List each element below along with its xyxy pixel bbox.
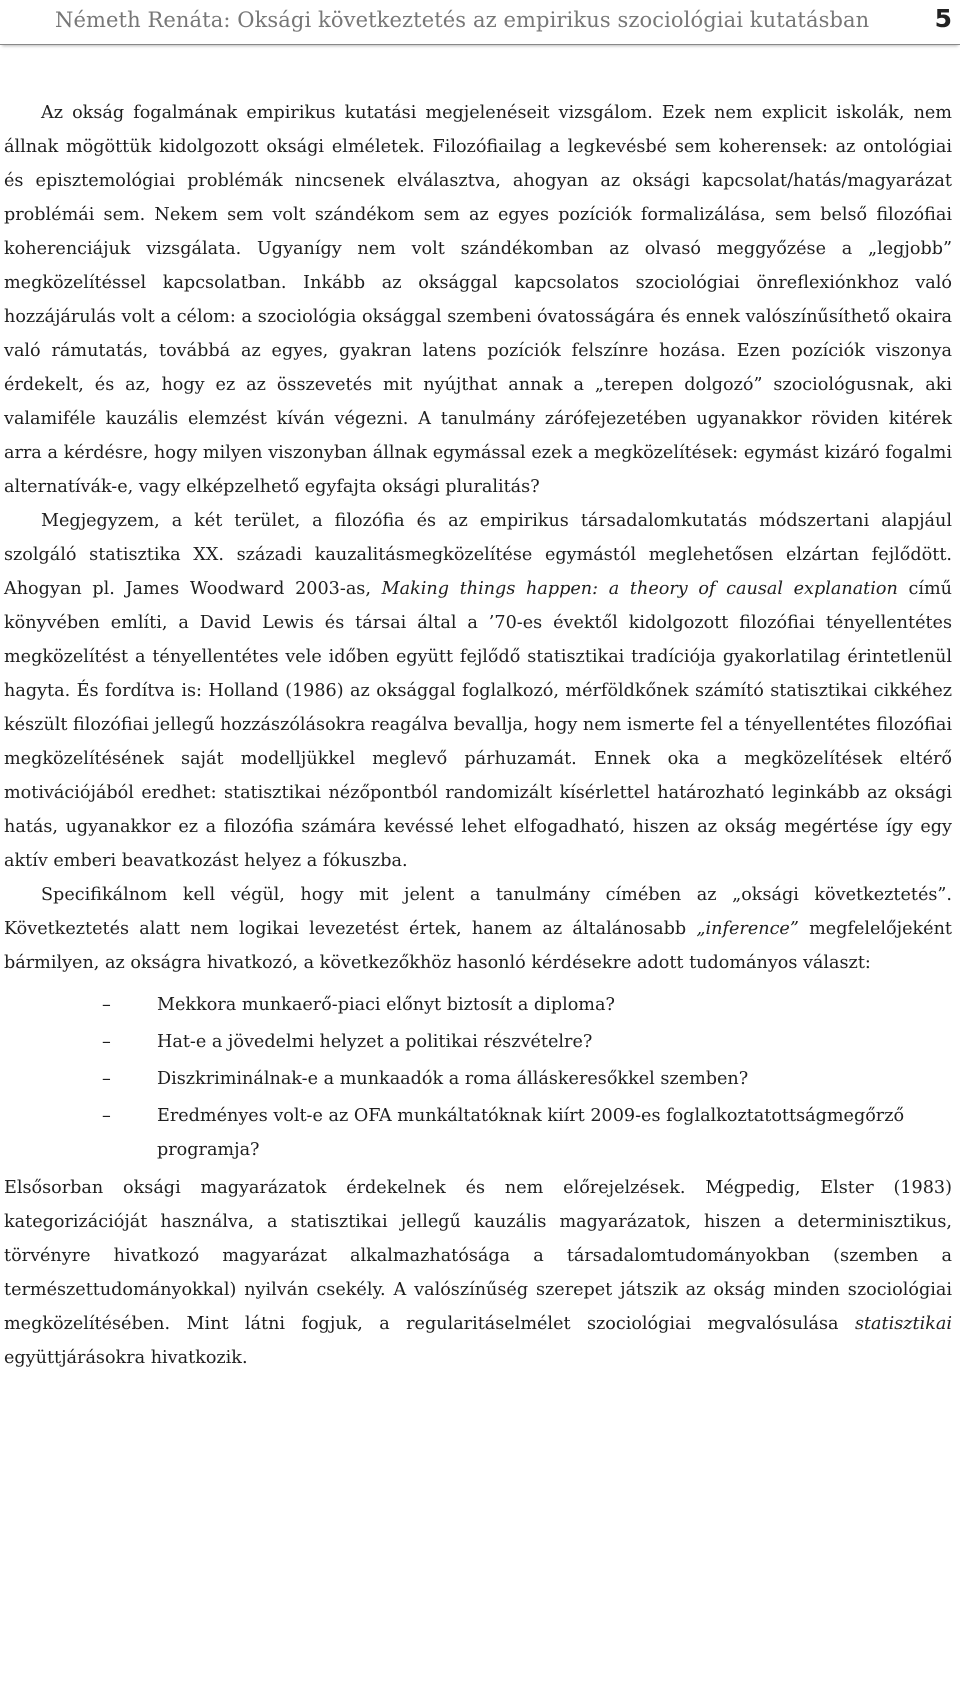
list-item [4,988,952,1022]
paragraph-3-text-a: Specifikálnom kell végül, hogy mit jelent a tanulmány címében az „oksági következtetés”. Következtetés alatt nem logikai levezetést értek, hanem az általánosabb [4,885,952,939]
inference-term-italic: „inference” [696,919,799,939]
list-item-text: Hat-e a jövedelmi helyzet a politikai részvételre? [157,1032,593,1052]
list-item [4,1062,952,1096]
book-title-italic: Making things happen: a theory of causal explanation [381,579,898,599]
paragraph-1-text: Az okság fogalmának empirikus kutatási megjelenéseit vizsgálom. Ezek nem explicit iskolák, nem állnak mögöttük kidolgozott oksági elméletek. Filozófiailag a legkevésbé sem koherensek: az ontológiai és episztemológiai problémák nincsenek elválasztva, ahogyan az oksági kapcsolat/hatás/magyarázat problémái sem. Nekem sem volt szándékom sem az egyes pozíciók formalizálása, sem belső filozófiai koherenciájuk vizsgálata. Ugyanígy nem volt szándékomban az olvasó meggyőzése a „legjobb” megközelítéssel kapcsolatban. Inkább az oksággal kapcsolatos szociológiai önreflexiónkhoz való hozzájárulás volt a célom: a szociológia oksággal szembeni óvatosságára és ennek valószínűsíthető okaira való rámutatás, továbbá az egyes, gyakran latens pozíciók felszínre hozása. Ezen pozíciók viszonya érdekelt, és az, hogy ez az összevetés mit nyújthat annak a „terepen dolgozó” szociológusnak, aki valamiféle kauzális elemzést kíván végezni. A tanulmány zárófejezetében ugyanakkor röviden kitérek arra a kérdésre, hogy milyen viszonyban állnak egymással ezek a megközelítések: egymást kizáró fogalmi alternatívák-e, vagy elképzelhető egyfajta oksági pluralitás? [4,103,952,497]
paragraph-3-text-b: megfelelőjeként bármilyen, az okságra hivatkozó, a következőkhöz hasonló kérdésekre adott tudományos választ: [4,919,952,973]
list-item [4,1099,952,1167]
list-dash: – [102,1069,111,1089]
list-item-text: Mekkora munkaerő-piaci előnyt biztosít a diploma? [157,995,615,1015]
page-number: 5 [934,4,952,33]
paragraph-1 [4,96,952,504]
running-header-title: Németh Renáta: Oksági következtetés az empirikus szociológiai kutatásban [55,8,870,32]
running-header [0,0,960,45]
paragraph-4-text-a: Elsősorban oksági magyarázatok érdekelnek és nem előrejelzések. Mégpedig, Elster (1983) kategorizációját használva, a statisztikai jellegű kauzális magyarázatok, hiszen a determinisztikus, törvényre hivatkozó magyarázat alkalmazhatósága a társadalomtudományokban (szemben a természettudományokkal) nyilván csekély. A valószínűség szerepet játszik az okság minden szociológiai megközelítésében. Mint látni fogjuk, a regularitáselmélet szociológiai megvalósulása [4,1178,952,1334]
paragraph-4-text-b: együttjárásokra hivatkozik. [4,1348,248,1368]
list-item-text: Eredményes volt-e az OFA munkáltatóknak kiírt 2009-es foglalkoztatottságmegőrző programja? [157,1106,905,1160]
list-dash: – [102,1032,111,1052]
paragraph-2-text-a: Megjegyzem, a két terület, a filozófia és az empirikus társadalomkutatás módszertani alapjául szolgáló statisztika XX. századi kauzalitásmegközelítése egymástól meglehetősen elzártan fejlődött. Ahogyan pl. James Woodward 2003-as, [4,511,952,599]
paragraph-4 [4,1171,952,1375]
paragraph-2-text-b: című könyvében említi, a David Lewis és társai által a ’70-es évektől kidolgozott filozófiai tényellentétes megközelítést a tényellentétes vele időben együtt fejlődő statisztikai tradíciója gyakorlatilag érintetlenül hagyta. És fordítva is: Holland (1986) az oksággal foglalkozó, mérföldkőnek számító statisztikai cikkéhez készült filozófiai jellegű hozzászólásokra reagálva bevallja, hogy nem ismerte fel a tényellentétes filozófiai megközelítésének saját modelljükkel meglevő párhuzamát. Ennek oka a megközelítések eltérő motivációjából eredhet: statisztikai nézőpontból randomizált kísérlettel határozható leginkább az oksági hatás, ugyanakkor ez a filozófia számára kevéssé lehet elfogadható, hiszen az okság megértése így egy aktív emberi beavatkozást helyez a fókuszba. [4,579,952,871]
list-item [4,1025,952,1059]
list-dash: – [102,1106,111,1126]
example-questions-list [4,988,952,1167]
body-text [4,96,952,1375]
list-dash: – [102,995,111,1015]
statisztikai-italic: statisztikai [854,1314,952,1334]
paragraph-3 [4,878,952,980]
paragraph-2 [4,504,952,878]
list-item-text: Diszkriminálnak-e a munkaadók a roma álláskeresőkkel szemben? [157,1069,749,1089]
